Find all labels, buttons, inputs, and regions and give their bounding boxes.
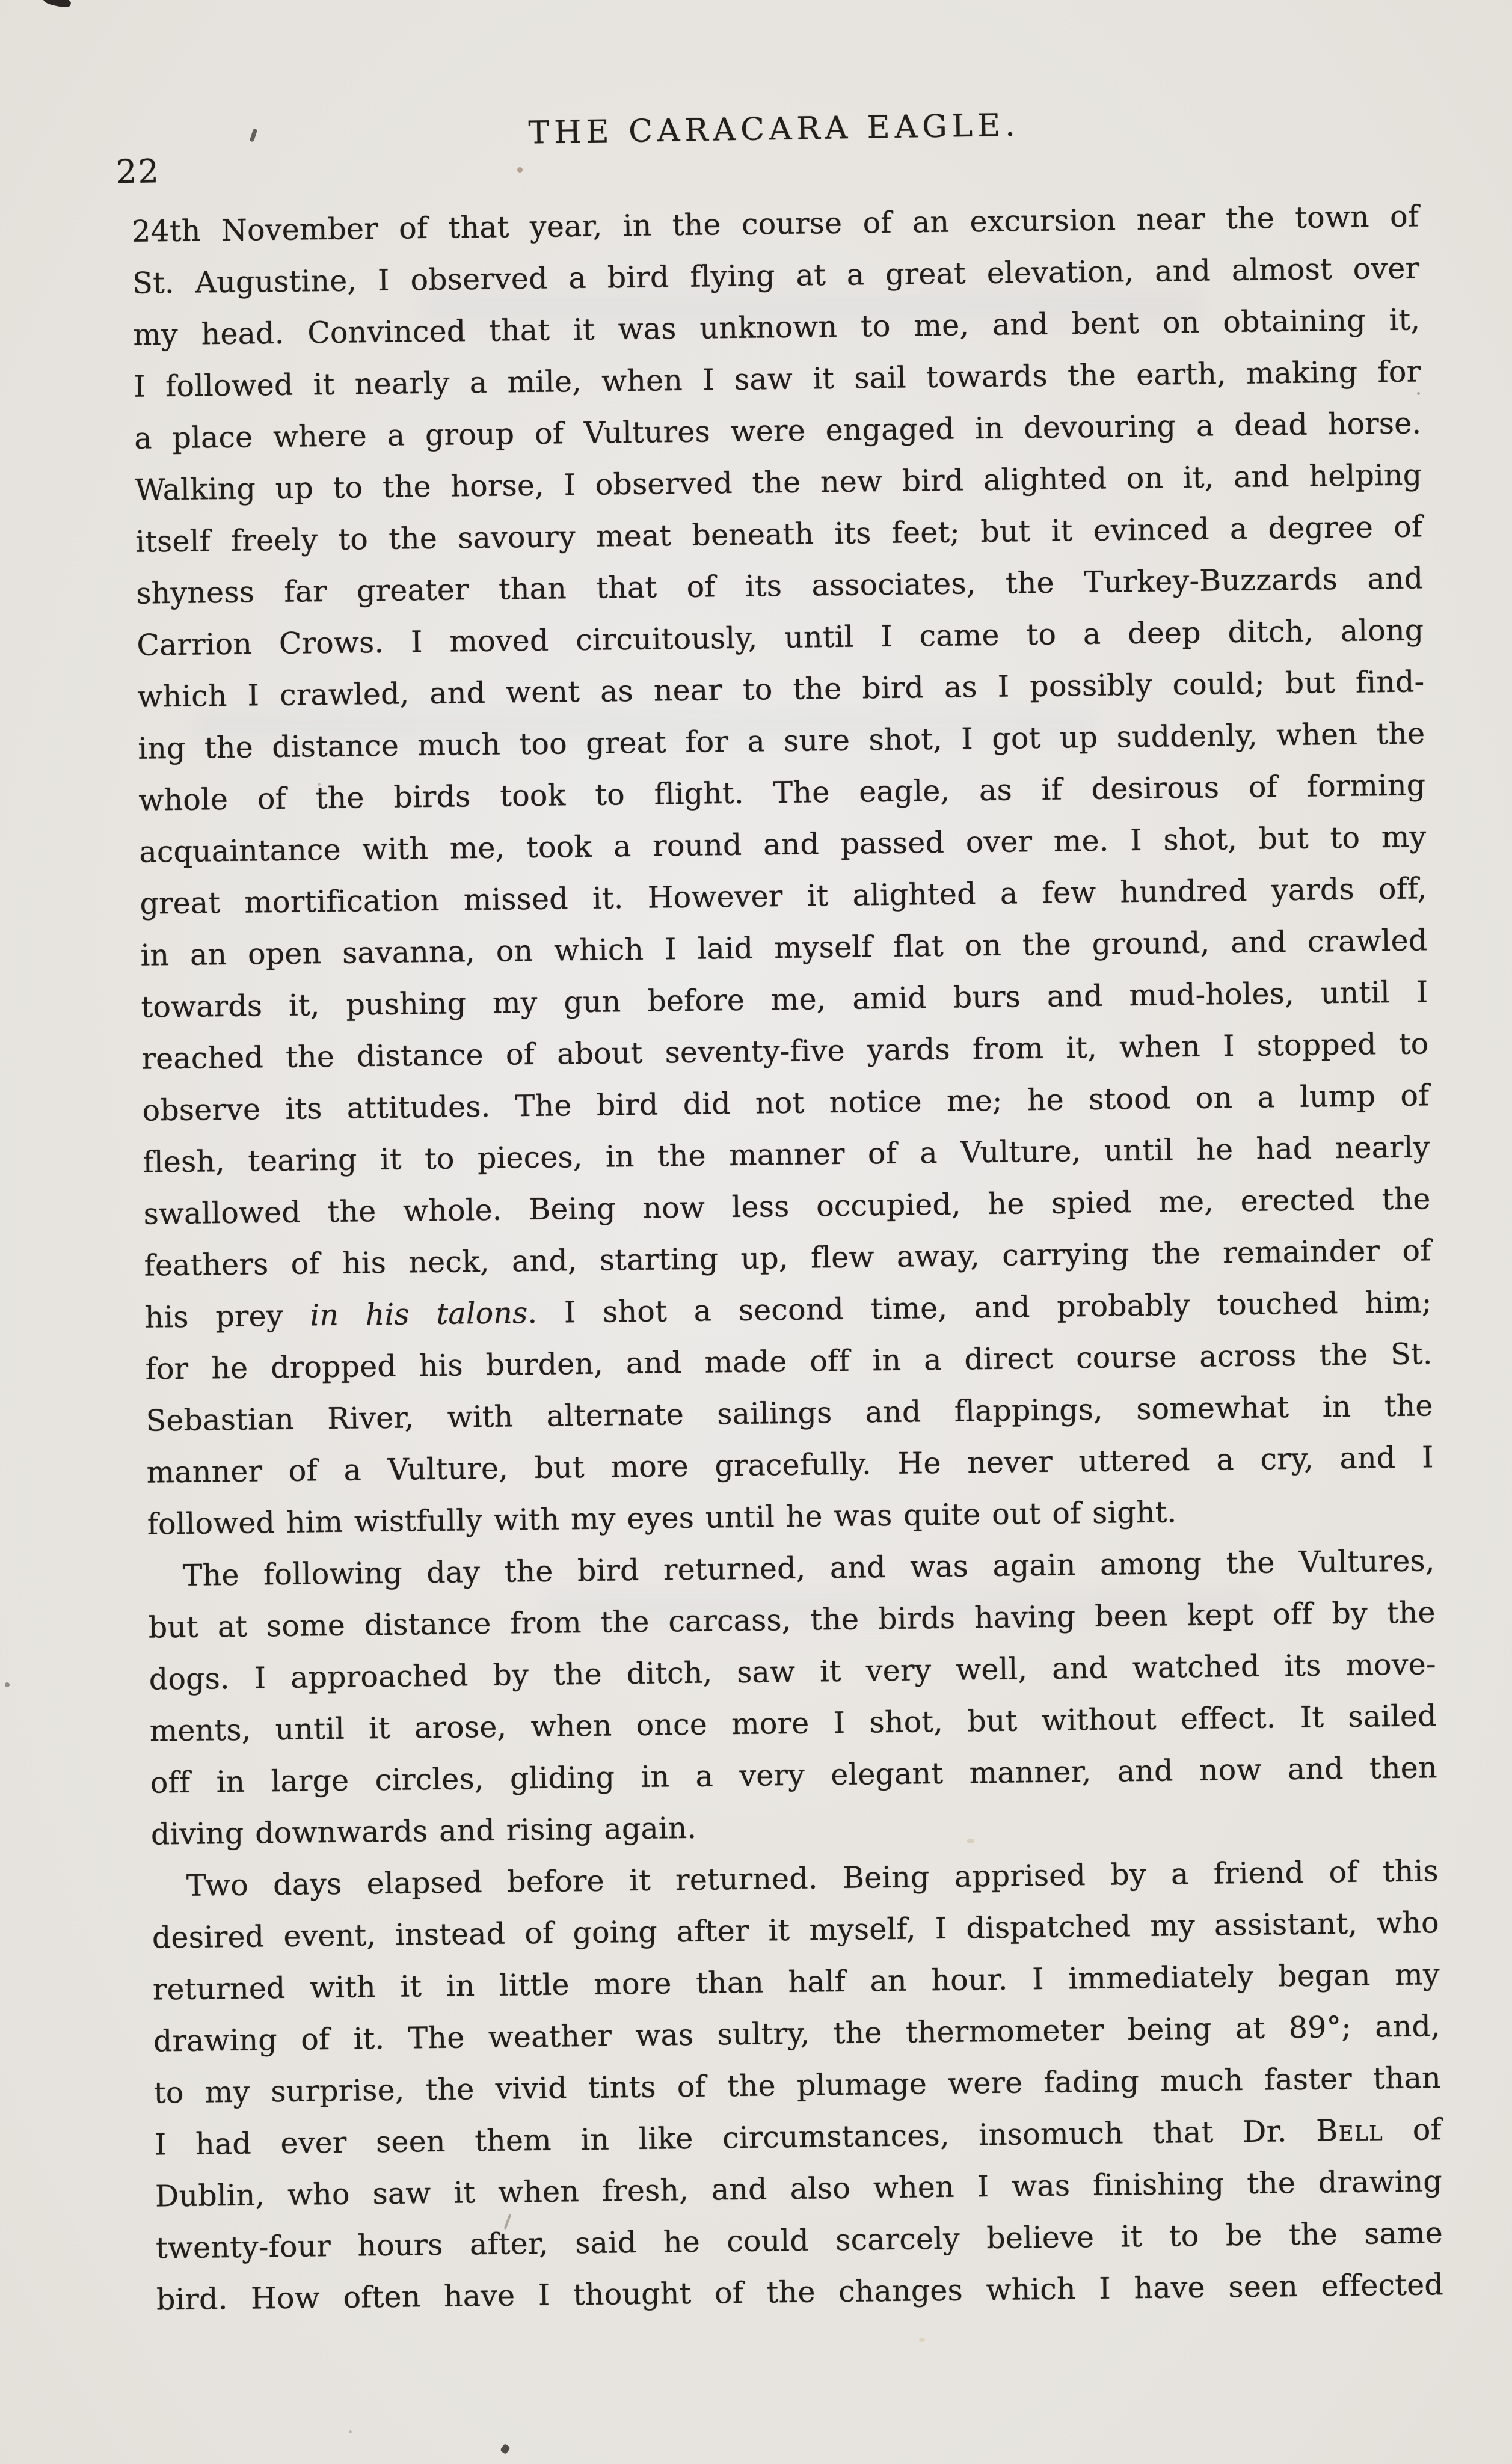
text-line: Sebastian River, with alternate sailings and flappings, somewhat in the: [146, 1388, 1433, 1438]
text-line: reached the distance of about seventy-five yards from it, when I stopped to: [141, 1026, 1429, 1076]
text-line: towards it, pushing my gun before me, amid burs and mud-holes, until I: [141, 975, 1428, 1025]
text-run: I had ever seen them in like circumstances, insomuch that Dr.: [154, 2113, 1317, 2162]
paper-speck: [349, 2430, 352, 2433]
text-line: diving downwards and rising again.: [150, 1810, 697, 1852]
text-line: my head. Convinced that it was unknown to me, and bent on obtaining it,: [132, 302, 1421, 352]
ink-mark: [43, 0, 72, 9]
text-line: drawing of it. The weather was sultry, the thermometer being at 89°; and,: [153, 2009, 1441, 2059]
text-line: which I crawled, and went as near to the bird as I possibly could; but find-: [137, 664, 1425, 714]
paper-speck: [919, 2338, 925, 2342]
body-text: [132, 191, 1444, 2326]
running-title: THE CARACARA EAGLE.: [528, 107, 1021, 152]
text-line: Dublin, who saw it when fresh, and also when I was finishing the drawing: [155, 2164, 1443, 2214]
text-line: for he dropped his burden, and made off in a direct course across the St.: [145, 1337, 1433, 1387]
text-line: a place where a group of Vultures were engaged in devouring a dead horse.: [134, 406, 1422, 456]
page-number: 22: [115, 152, 161, 191]
text-line: shyness far greater than that of its associates, the Turkey-Buzzards and: [136, 561, 1424, 611]
text-line: whole of the birds took to flight. The eagle, as if desirous of forming: [138, 768, 1426, 818]
ink-mark: [500, 2444, 511, 2454]
italic-text: in his talons: [310, 1296, 528, 1333]
text-line: followed him wistfully with my eyes until he was quite out of sight.: [147, 1495, 1177, 1542]
text-line: great mortification missed it. However it alighted a few hundred yards off,: [140, 871, 1427, 921]
running-head: [115, 101, 1419, 209]
text-line: twenty-four hours after, said he could scarcely believe it to be the same: [155, 2216, 1443, 2266]
text-line: ing the distance much too great for a sure shot, I got up suddenly, when the: [138, 716, 1425, 766]
text-line: 24th November of that year, in the course of an excursion near the town of: [131, 199, 1419, 249]
text-line: to my surprise, the vivid tints of the plumage were fading much faster than: [153, 2061, 1442, 2110]
text-line: I followed it nearly a mile, when I saw it sail towards the earth, making for: [133, 354, 1421, 404]
text-line: observe its attitudes. The bird did not notice me; he stood on a lump of: [142, 1078, 1430, 1128]
text-run: his prey: [144, 1298, 310, 1335]
text-line: desired event, instead of going after it myself, I dispatched my assistant, who: [152, 1905, 1440, 1955]
text-run: . I shot a second time, and probably touched him;: [527, 1285, 1432, 1331]
text-line: off in large circles, gliding in a very elegant manner, and now and then: [150, 1750, 1438, 1800]
text-line: The following day the bird returned, and was again among the Vultures,: [182, 1543, 1435, 1593]
text-line: acquaintance with me, took a round and passed over me. I shot, but to my: [139, 820, 1427, 869]
smallcaps-text: Bell: [1315, 2113, 1384, 2148]
text-line: swallowed the whole. Being now less occupied, he spied me, erected the: [143, 1181, 1431, 1231]
text-line: ments, until it arose, when once more I shot, but without effect. It sailed: [149, 1699, 1437, 1748]
page-content: [115, 103, 1444, 2326]
paper-speck: [5, 1682, 10, 1687]
text-line: Walking up to the horse, I observed the new bird alighted on it, and helping: [134, 458, 1422, 507]
text-line: Carrion Crows. I moved circuitously, until I came to a deep ditch, along: [137, 613, 1424, 663]
text-line: flesh, tearing it to pieces, in the manner of a Vulture, until he had nearly: [143, 1130, 1430, 1180]
text-line: bird. How often have I thought of the changes which I have seen effected: [156, 2267, 1444, 2317]
text-line: returned with it in little more than half an hour. I immediately began my: [152, 1957, 1440, 2007]
text-line: but at some distance from the carcass, the birds having been kept off by the: [148, 1595, 1436, 1645]
text-line: Two days elapsed before it returned. Being apprised by a friend of this: [186, 1854, 1439, 1903]
text-line: itself freely to the savoury meat beneath its feet; but it evinced a degree of: [135, 509, 1423, 559]
text-line: dogs. I approached by the ditch, saw it very well, and watched its move-: [149, 1647, 1436, 1697]
text-line: feathers of his neck, and, starting up, flew away, carrying the remainder of: [144, 1233, 1431, 1283]
text-line: St. Augustine, I observed a bird flying at a great elevation, and almost over: [132, 251, 1420, 301]
text-run: of: [1383, 2112, 1442, 2148]
text-line: in an open savanna, on which I laid myself flat on the ground, and crawled: [140, 923, 1428, 973]
text-line: manner of a Vulture, but more gracefully. He never uttered a cry, and I: [146, 1440, 1434, 1490]
